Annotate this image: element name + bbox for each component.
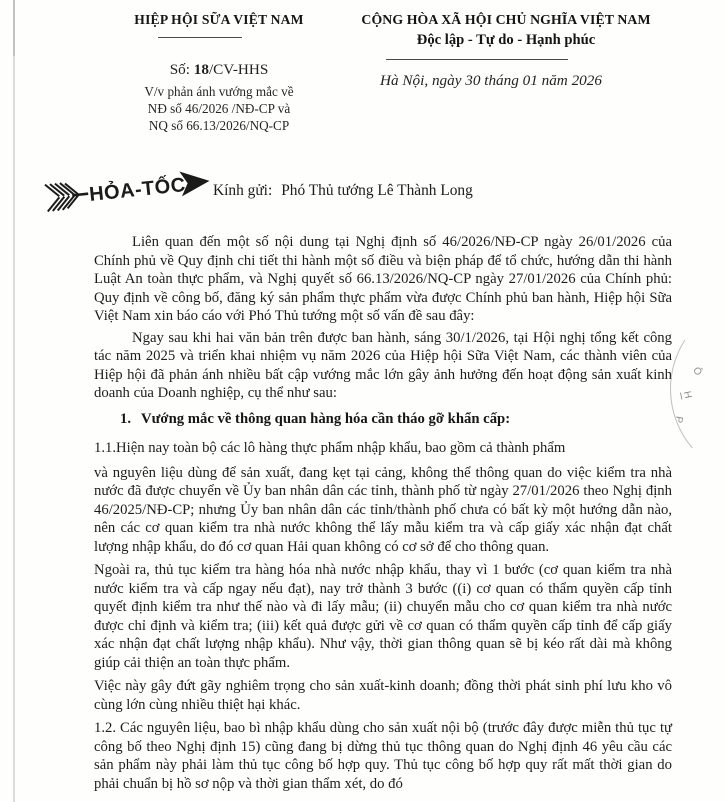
subject-block <box>100 83 338 134</box>
paragraph-ngoai-ra: Ngoài ra, thủ tục kiểm tra hàng hóa nhà nước nhập khẩu, thay vì 1 bước (cơ quan kiểm tra nhà nước kiểm tra và cấp ngay nếu đạt), nay trở thành 3 bước ((i) cơ quan có thẩm quyền cấp tỉnh quyết định kiểm tra như thế nào và đi lấy mẫu; (ii) chuyển mẫu cho cơ quan kiểm tra nhà nước được chỉ định và kiểm tra; (iii) kết quả được gửi về cơ quan có thẩm quyền cấp tỉnh để cấp giấy xác nhận đạt chất lượng nhập khẩu). Như vậy, thời gian thông quan sẽ bị kéo rất dài mà không giúp cải thiện an toàn thực phẩm. <box>94 562 672 671</box>
seal-letter: P <box>672 415 685 424</box>
seal-letter: Ô <box>690 365 704 378</box>
hoa-toc-text: HỎA-TỐC <box>88 174 187 207</box>
paragraph-1-2: 1.2. Các nguyên liệu, bao bì nhập khẩu dùng cho sản xuất nội bộ (trước đây được miễn thủ tục tự công bố theo Nghị định 15) cũng đang bị dừng thủ tục thông quan do Nghị định 46 yêu cầu các sản phẩm này phải làm thủ tục công bố hợp quy. Thủ tục công bố hợp quy rất mất thời gian do phải chuẩn bị hồ sơ nộp và thời gian thẩm xét, do đó <box>94 720 672 792</box>
doc-number-value: 18 <box>193 61 209 78</box>
subject-line: V/v phản ánh vướng mắc về <box>144 84 294 99</box>
section-1-heading <box>94 410 672 429</box>
subject-line: NQ số 66.13/2026/NQ-CP <box>148 118 290 133</box>
section-number: 1. <box>120 410 132 427</box>
header-right-block <box>338 12 674 90</box>
paragraph-1-1-intro: 1.1.Hiện nay toàn bộ các lô hàng thực phẩm nhập khẩu, bao gồm cả thành phẩm <box>94 440 566 456</box>
org-name: HIỆP HỘI SỮA VIỆT NAM <box>134 12 304 27</box>
doc-number-suffix: /CV-HHS <box>208 61 269 78</box>
recipient-line <box>213 182 473 200</box>
urgent-arrow-icon <box>40 158 216 222</box>
subject-line: NĐ số 46/2026 /NĐ-CP và <box>147 101 291 116</box>
scan-artifact-line <box>13 0 15 802</box>
motto-underline <box>386 59 568 60</box>
section-title: Vướng mắc về thông quan hàng hóa cần tháo gỡ khẩn cấp: <box>141 410 511 427</box>
national-title: CỘNG HÒA XÃ HỘI CHỦ NGHĨA VIỆT NAM <box>361 12 651 27</box>
paragraph-context: Ngay sau khi hai văn bản trên được ban hành, sáng 30/1/2026, tại Hội nghị tổng kết công tác năm 2025 và triển khai nhiệm vụ năm 2026 của Hiệp hội Sữa Việt Nam, các thành viên của Hiệp hội đã phản ánh nhiều bất cập vướng mắc lớn gây ảnh hưởng đến hoạt động sản xuất kinh doanh của Doanh nghiệp, cụ thể như sau: <box>94 329 672 401</box>
document-body <box>94 233 672 796</box>
place-date-line: Hà Nội, ngày 30 tháng 01 năm 2026 <box>380 72 602 89</box>
recipient-label: Kính gửi: <box>213 182 273 199</box>
paragraph-1-1-body: và nguyên liệu dùng để sản xuất, đang kẹt tại cảng, không thể thông quan do việc kiểm tra nhà nước đã được chuyển về Ủy ban nhân dân các tỉnh, thành phố từ ngày 27/01/2026 theo Nghị định 46/2025/NĐ-CP; nhưng Ủy ban nhân dân các tỉnh/thành phố chưa có bất kỳ một hướng dẫn nào, nên các cơ quan kiểm tra nhà nước không thể lấy mẫu kiểm tra và cấp giấy xác nhận đạt chất lượng nhập khẩu, do đó cơ quan Hải quan không có cơ sở để cho thông quan. <box>94 464 672 555</box>
doc-number-label: Số: <box>169 61 190 78</box>
document-number <box>100 61 338 79</box>
seal-letter: H <box>680 390 694 400</box>
paragraph-viec-nay: Việc này gây đứt gãy nghiêm trọng cho sản xuất-kinh doanh; đồng thời phát sinh phí lưu kho vô cùng lớn cùng nhiều thiệt hại khác. <box>94 678 672 713</box>
paragraph-intro: Liên quan đến một số nội dung tại Nghị định số 46/2026/NĐ-CP ngày 26/01/2026 của Chính phủ về Quy định chi tiết thi hành một số điều và biện pháp để tổ chức, hướng dẫn thi hành Luật An toàn thực phẩm, và Nghị quyết số 66.13/2026/NQ-CP ngày 27/01/2026 của Chính phủ: Quy định về công bố, đăng ký sản phẩm thực phẩm vừa được Chính phủ ban hành, Hiệp hội Sữa Việt Nam xin báo cáo với Phó Thủ tướng một số vấn đề sau đây: <box>94 234 672 324</box>
arrow-feather-icon <box>45 180 90 211</box>
recipient-name: Phó Thủ tướng Lê Thành Long <box>281 182 473 199</box>
org-name-underline <box>158 37 242 38</box>
hoa-toc-urgent-stamp <box>40 158 216 222</box>
seal-circle-arc <box>670 340 726 448</box>
header-left-block <box>100 12 338 134</box>
scan-artifact-line-top <box>13 0 15 56</box>
national-motto: Độc lập - Tự do - Hạnh phúc <box>416 32 596 48</box>
